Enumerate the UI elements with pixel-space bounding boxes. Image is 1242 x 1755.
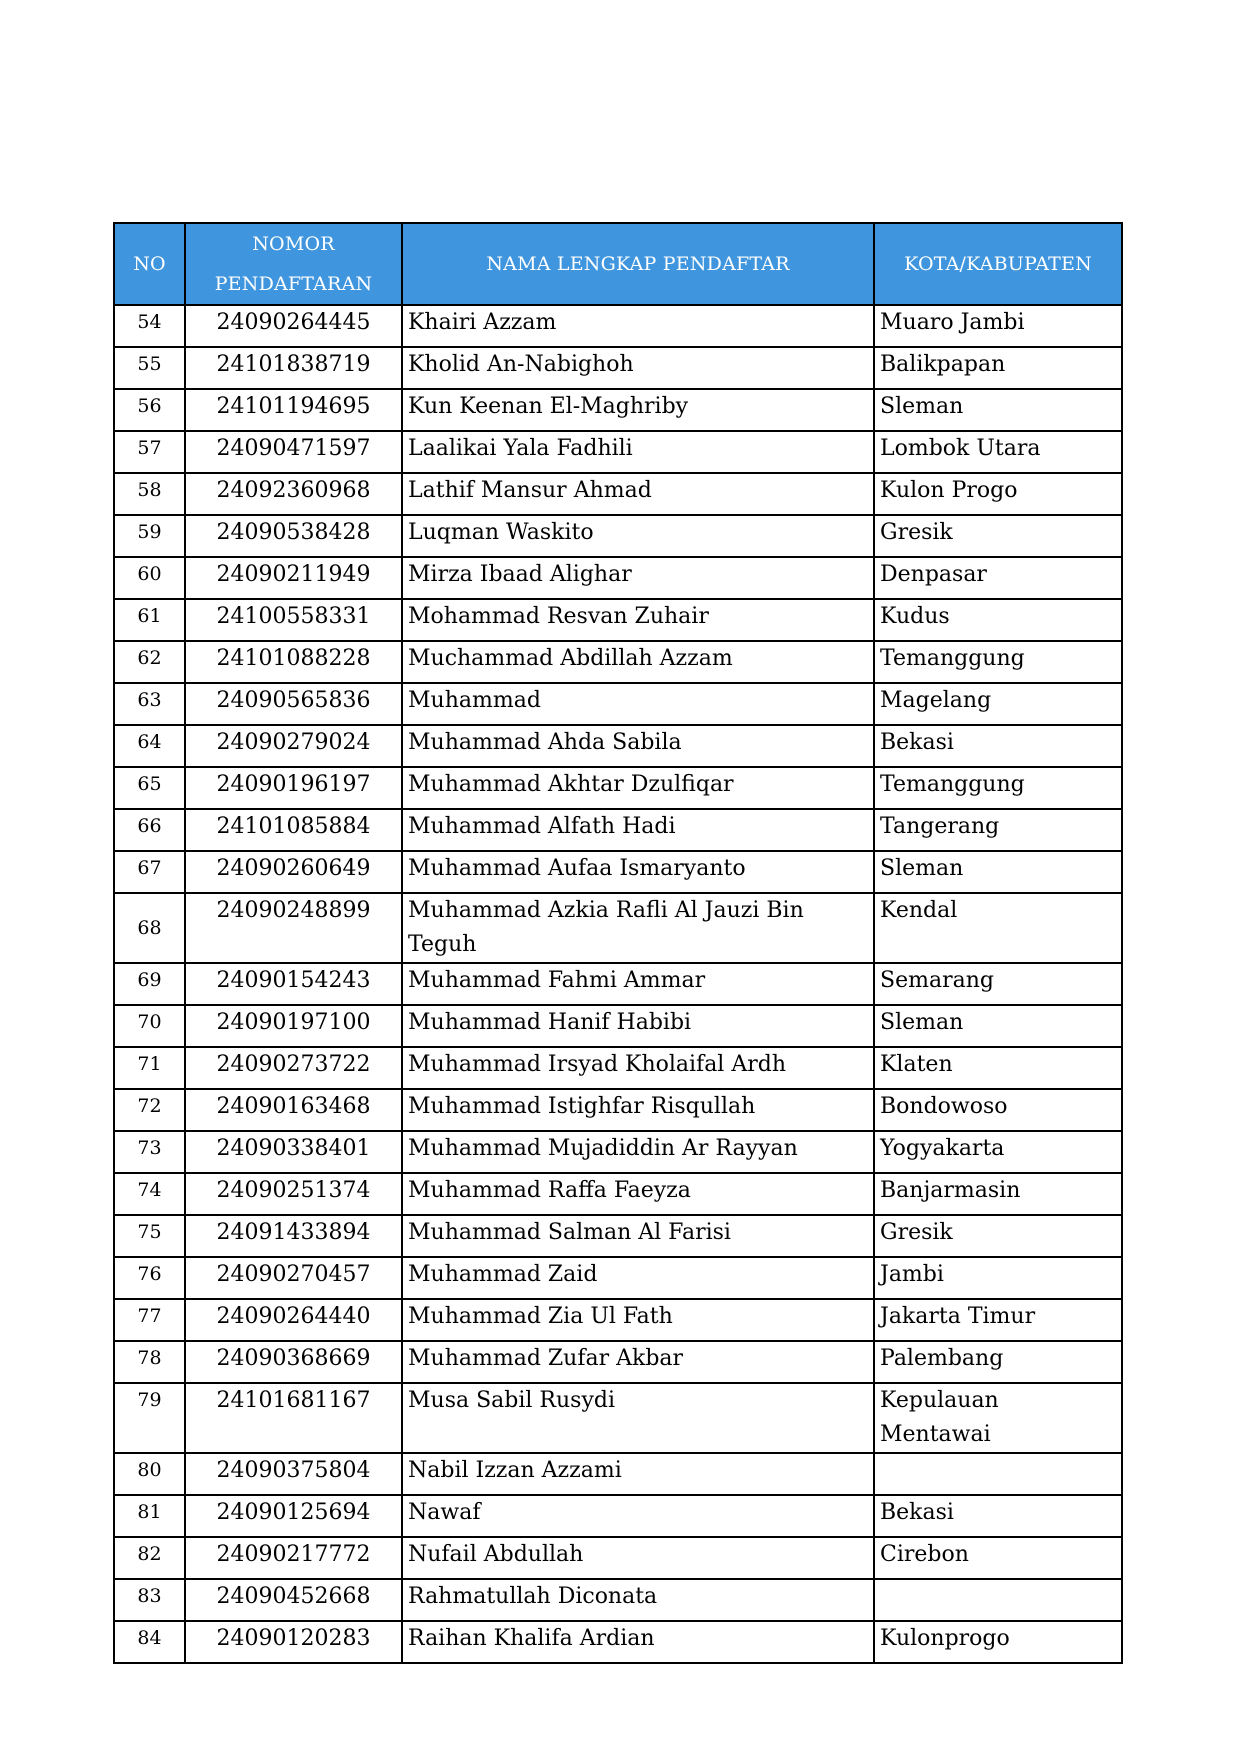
- cell-nama: Muhammad Akhtar Dzulfiqar: [402, 767, 874, 809]
- cell-nama: Muchammad Abdillah Azzam: [402, 641, 874, 683]
- cell-nomor: 24090270457: [185, 1257, 402, 1299]
- header-nama-lengkap: NAMA LENGKAP PENDAFTAR: [402, 223, 874, 305]
- cell-no: 73: [114, 1131, 185, 1173]
- cell-kota: Kulonprogo: [874, 1621, 1122, 1663]
- cell-nomor: 24090260649: [185, 851, 402, 893]
- cell-kota: Bondowoso: [874, 1089, 1122, 1131]
- table-row: [114, 431, 1122, 473]
- cell-nomor: 24090251374: [185, 1173, 402, 1215]
- cell-nomor: 24090471597: [185, 431, 402, 473]
- cell-nomor: 24090217772: [185, 1537, 402, 1579]
- cell-no: 64: [114, 725, 185, 767]
- cell-kota: Muaro Jambi: [874, 305, 1122, 347]
- registrant-table: [113, 222, 1123, 1664]
- cell-nama: Nabil Izzan Azzami: [402, 1453, 874, 1495]
- cell-no: 72: [114, 1089, 185, 1131]
- cell-no: 56: [114, 389, 185, 431]
- cell-nomor: 24090197100: [185, 1005, 402, 1047]
- cell-nomor: 24101681167: [185, 1383, 402, 1453]
- cell-no: 62: [114, 641, 185, 683]
- cell-kota: [874, 1453, 1122, 1495]
- cell-no: 75: [114, 1215, 185, 1257]
- header-no: NO: [114, 223, 185, 305]
- table-row: [114, 1047, 1122, 1089]
- cell-nama: Muhammad Ahda Sabila: [402, 725, 874, 767]
- cell-kota: Lombok Utara: [874, 431, 1122, 473]
- cell-no: 63: [114, 683, 185, 725]
- cell-kota: Semarang: [874, 963, 1122, 1005]
- cell-no: 77: [114, 1299, 185, 1341]
- cell-kota: Bekasi: [874, 1495, 1122, 1537]
- table-row: [114, 1257, 1122, 1299]
- table-row: [114, 389, 1122, 431]
- cell-kota: Balikpapan: [874, 347, 1122, 389]
- cell-nomor: 24092360968: [185, 473, 402, 515]
- cell-nama: Muhammad Istighfar Risqullah: [402, 1089, 874, 1131]
- table-row: [114, 1173, 1122, 1215]
- cell-nomor: 24090338401: [185, 1131, 402, 1173]
- cell-nama: Muhammad Zia Ul Fath: [402, 1299, 874, 1341]
- cell-kota: Kepulauan Mentawai: [874, 1383, 1122, 1453]
- cell-nama: Muhammad Fahmi Ammar: [402, 963, 874, 1005]
- table-row: [114, 1537, 1122, 1579]
- cell-no: 76: [114, 1257, 185, 1299]
- cell-nomor: 24090264445: [185, 305, 402, 347]
- cell-no: 81: [114, 1495, 185, 1537]
- cell-nomor: 24090273722: [185, 1047, 402, 1089]
- cell-kota: Denpasar: [874, 557, 1122, 599]
- cell-nama: Kun Keenan El-Maghriby: [402, 389, 874, 431]
- cell-nama: Laalikai Yala Fadhili: [402, 431, 874, 473]
- cell-nomor: 24090565836: [185, 683, 402, 725]
- cell-no: 84: [114, 1621, 185, 1663]
- cell-nomor: 24101085884: [185, 809, 402, 851]
- table-row: [114, 1579, 1122, 1621]
- cell-kota: Klaten: [874, 1047, 1122, 1089]
- table-row: [114, 725, 1122, 767]
- cell-nama: Muhammad Irsyad Kholaifal Ardh: [402, 1047, 874, 1089]
- cell-kota: Kudus: [874, 599, 1122, 641]
- cell-nama: Muhammad Hanif Habibi: [402, 1005, 874, 1047]
- cell-no: 71: [114, 1047, 185, 1089]
- cell-nomor: 24090538428: [185, 515, 402, 557]
- cell-nama: Muhammad Raffa Faeyza: [402, 1173, 874, 1215]
- table-row: [114, 893, 1122, 963]
- cell-kota: Gresik: [874, 515, 1122, 557]
- cell-no: 61: [114, 599, 185, 641]
- table-row: [114, 1383, 1122, 1453]
- cell-nama: Muhammad Azkia Rafli Al Jauzi Bin Teguh: [402, 893, 874, 963]
- cell-nomor: 24090120283: [185, 1621, 402, 1663]
- header-row: [114, 223, 1122, 305]
- cell-nomor: 24090196197: [185, 767, 402, 809]
- cell-no: 80: [114, 1453, 185, 1495]
- cell-no: 59: [114, 515, 185, 557]
- cell-kota: Temanggung: [874, 767, 1122, 809]
- table-row: [114, 683, 1122, 725]
- cell-kota: Kendal: [874, 893, 1122, 963]
- cell-nomor: 24090163468: [185, 1089, 402, 1131]
- cell-nama: Muhammad Zufar Akbar: [402, 1341, 874, 1383]
- table-row: [114, 809, 1122, 851]
- cell-nama: Raihan Khalifa Ardian: [402, 1621, 874, 1663]
- cell-no: 68: [114, 893, 185, 963]
- cell-kota: Magelang: [874, 683, 1122, 725]
- cell-kota: Jakarta Timur: [874, 1299, 1122, 1341]
- cell-kota: Yogyakarta: [874, 1131, 1122, 1173]
- table-row: [114, 1131, 1122, 1173]
- cell-kota: Sleman: [874, 1005, 1122, 1047]
- cell-kota: Banjarmasin: [874, 1173, 1122, 1215]
- cell-nomor: 24090279024: [185, 725, 402, 767]
- cell-no: 78: [114, 1341, 185, 1383]
- table-row: [114, 1215, 1122, 1257]
- cell-kota: Bekasi: [874, 725, 1122, 767]
- cell-nama: Muhammad Salman Al Farisi: [402, 1215, 874, 1257]
- table-row: [114, 1089, 1122, 1131]
- cell-no: 79: [114, 1383, 185, 1453]
- cell-nama: Muhammad Mujadiddin Ar Rayyan: [402, 1131, 874, 1173]
- cell-no: 54: [114, 305, 185, 347]
- table-row: [114, 599, 1122, 641]
- cell-nama: Mirza Ibaad Alighar: [402, 557, 874, 599]
- cell-nomor: 24101838719: [185, 347, 402, 389]
- cell-nomor: 24090154243: [185, 963, 402, 1005]
- cell-kota: Jambi: [874, 1257, 1122, 1299]
- cell-kota: Temanggung: [874, 641, 1122, 683]
- cell-nama: Musa Sabil Rusydi: [402, 1383, 874, 1453]
- cell-no: 74: [114, 1173, 185, 1215]
- table-row: [114, 1341, 1122, 1383]
- cell-nama: Nufail Abdullah: [402, 1537, 874, 1579]
- cell-nomor: 24090452668: [185, 1579, 402, 1621]
- table-row: [114, 515, 1122, 557]
- table-row: [114, 1453, 1122, 1495]
- cell-no: 58: [114, 473, 185, 515]
- header-kota-kabupaten: KOTA/KABUPATEN: [874, 223, 1122, 305]
- cell-nama: Kholid An-Nabighoh: [402, 347, 874, 389]
- cell-nama: Muhammad: [402, 683, 874, 725]
- table-row: [114, 1299, 1122, 1341]
- cell-kota: Gresik: [874, 1215, 1122, 1257]
- table-row: [114, 767, 1122, 809]
- cell-nomor: 24090125694: [185, 1495, 402, 1537]
- cell-kota: Palembang: [874, 1341, 1122, 1383]
- cell-nama: Luqman Waskito: [402, 515, 874, 557]
- cell-nomor: 24101194695: [185, 389, 402, 431]
- cell-nama: Khairi Azzam: [402, 305, 874, 347]
- cell-nama: Muhammad Alfath Hadi: [402, 809, 874, 851]
- table-row: [114, 347, 1122, 389]
- table-row: [114, 641, 1122, 683]
- cell-kota: Cirebon: [874, 1537, 1122, 1579]
- cell-nama: Muhammad Zaid: [402, 1257, 874, 1299]
- cell-nomor: 24090211949: [185, 557, 402, 599]
- table-row: [114, 1621, 1122, 1663]
- cell-no: 70: [114, 1005, 185, 1047]
- cell-nomor: 24101088228: [185, 641, 402, 683]
- cell-nama: Lathif Mansur Ahmad: [402, 473, 874, 515]
- table-row: [114, 851, 1122, 893]
- cell-nama: Rahmatullah Diconata: [402, 1579, 874, 1621]
- cell-no: 69: [114, 963, 185, 1005]
- table-row: [114, 305, 1122, 347]
- cell-kota: Sleman: [874, 389, 1122, 431]
- cell-nama: Muhammad Aufaa Ismaryanto: [402, 851, 874, 893]
- cell-kota: [874, 1579, 1122, 1621]
- table-row: [114, 963, 1122, 1005]
- cell-nomor: 24090248899: [185, 893, 402, 963]
- cell-no: 57: [114, 431, 185, 473]
- table-row: [114, 1495, 1122, 1537]
- cell-nama: Mohammad Resvan Zuhair: [402, 599, 874, 641]
- table-header: [114, 223, 1122, 305]
- cell-no: 83: [114, 1579, 185, 1621]
- cell-nomor: 24091433894: [185, 1215, 402, 1257]
- cell-no: 67: [114, 851, 185, 893]
- cell-no: 65: [114, 767, 185, 809]
- table-row: [114, 1005, 1122, 1047]
- cell-no: 55: [114, 347, 185, 389]
- cell-nomor: 24090264440: [185, 1299, 402, 1341]
- cell-no: 82: [114, 1537, 185, 1579]
- header-nomor-pendaftaran: NOMOR PENDAFTARAN: [185, 223, 402, 305]
- table-row: [114, 557, 1122, 599]
- cell-nomor: 24090368669: [185, 1341, 402, 1383]
- cell-nama: Nawaf: [402, 1495, 874, 1537]
- table-body: [114, 305, 1122, 1663]
- cell-kota: Kulon Progo: [874, 473, 1122, 515]
- table-row: [114, 473, 1122, 515]
- cell-kota: Tangerang: [874, 809, 1122, 851]
- cell-nomor: 24100558331: [185, 599, 402, 641]
- cell-nomor: 24090375804: [185, 1453, 402, 1495]
- cell-no: 66: [114, 809, 185, 851]
- cell-no: 60: [114, 557, 185, 599]
- cell-kota: Sleman: [874, 851, 1122, 893]
